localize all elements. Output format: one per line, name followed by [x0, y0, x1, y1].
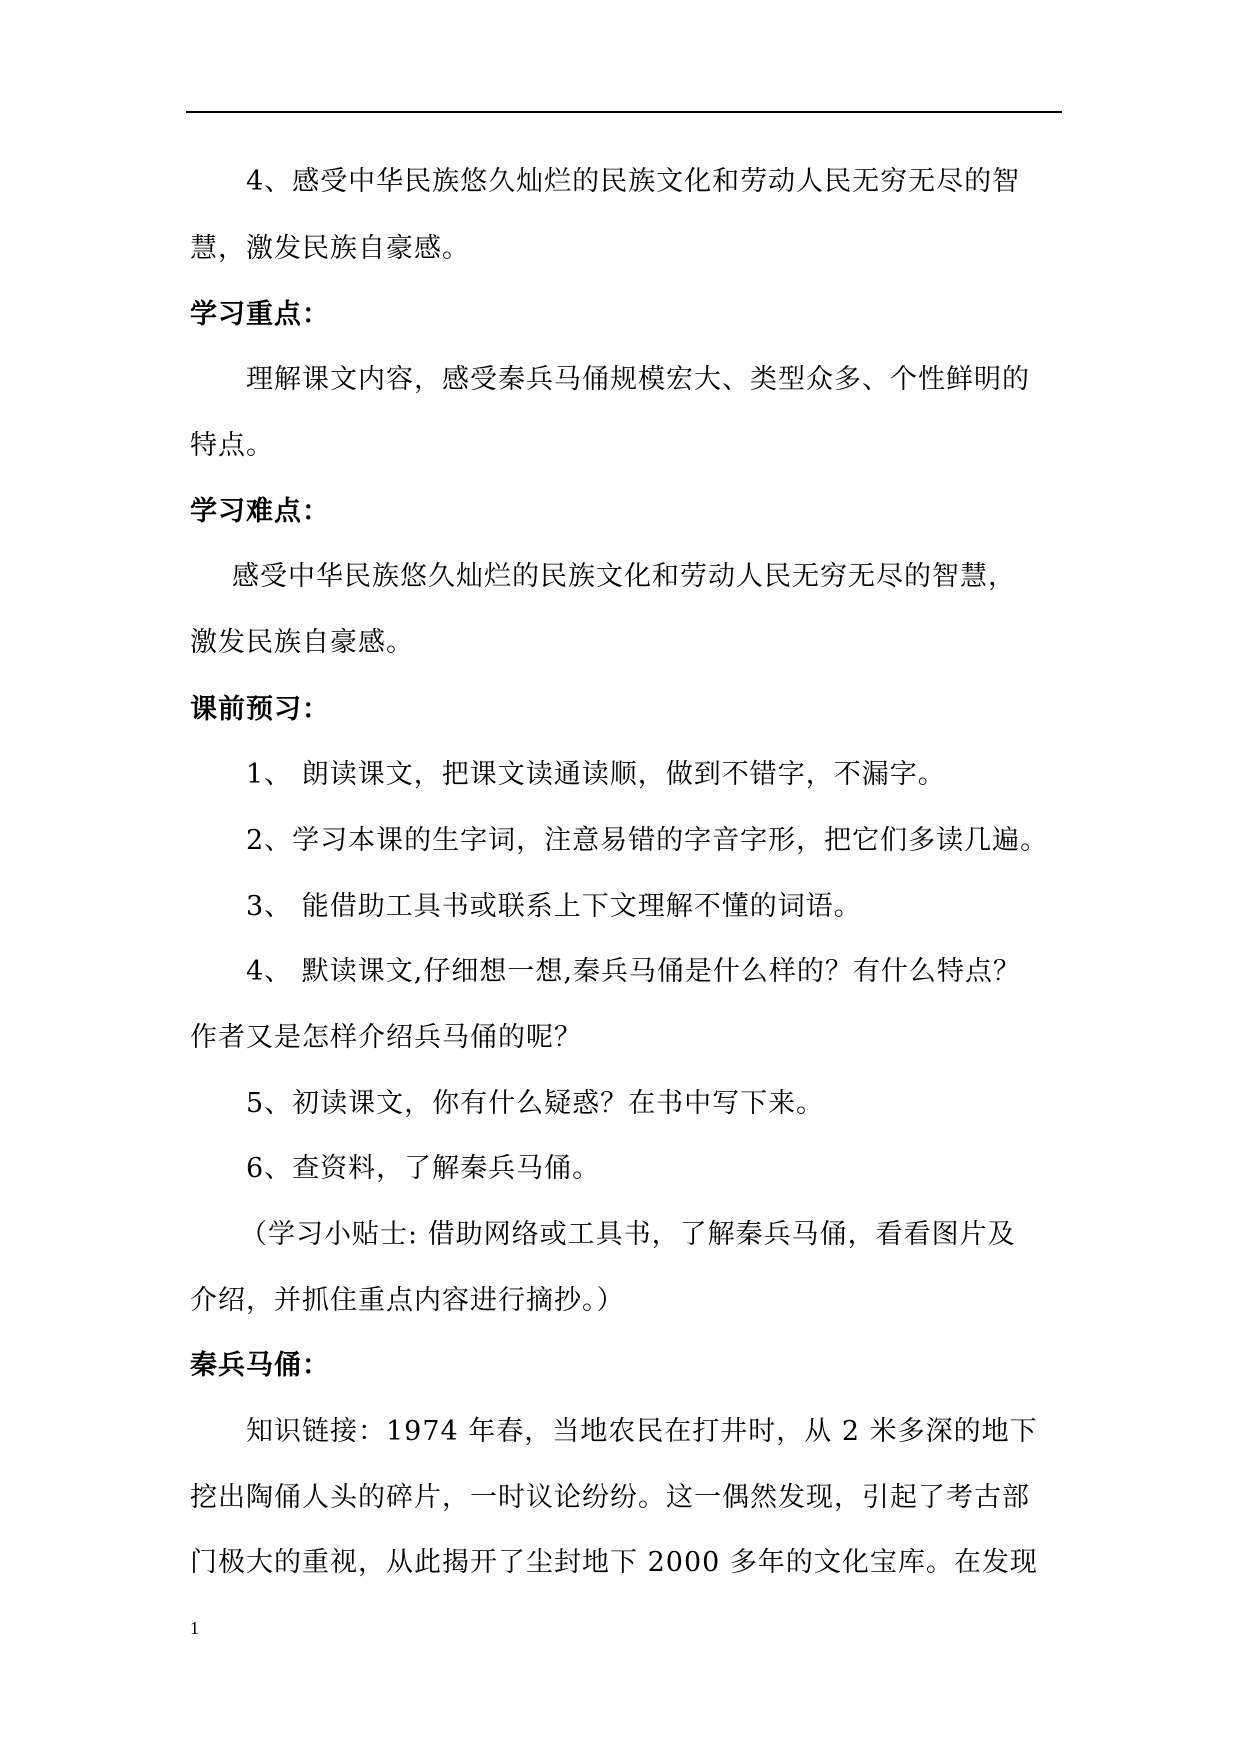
key-points-line-2: 特点。 [190, 430, 274, 461]
objective-4-line-1: 4、感受中华民族悠久灿烂的民族文化和劳动人民无穷无尽的智 [246, 166, 1021, 197]
preview-item-6: 6、查资料，了解秦兵马俑。 [246, 1153, 601, 1184]
preview-item-4-line-1: 4、 默读课文,仔细想一想,秦兵马俑是什么样的？有什么特点？ [246, 956, 1021, 987]
difficulties-line-1: 感受中华民族悠久灿烂的民族文化和劳动人民无穷无尽的智慧， [232, 561, 1016, 592]
difficulties-line-2: 激发民族自豪感。 [190, 627, 414, 658]
terracotta-line-1: 知识链接：1974 年春，当地农民在打井时，从 2 米多深的地下 [246, 1416, 1038, 1447]
difficulties-heading: 学习难点： [190, 496, 330, 527]
preview-heading: 课前预习： [190, 694, 330, 725]
terracotta-heading: 秦兵马俑： [190, 1350, 330, 1381]
key-points-heading: 学习重点： [190, 299, 330, 330]
preview-item-1: 1、 朗读课文，把课文读通读顺，做到不错字，不漏字。 [246, 759, 946, 790]
objective-4-line-2: 慧，激发民族自豪感。 [190, 233, 470, 264]
header-rule [186, 111, 1062, 113]
preview-item-5: 5、初读课文，你有什么疑惑？在书中写下来。 [246, 1088, 825, 1119]
preview-item-2: 2、学习本课的生字词，注意易错的字音字形，把它们多读几遍。 [246, 825, 1049, 856]
terracotta-line-3: 门极大的重视，从此揭开了尘封地下 2000 多年的文化宝库。在发现 [190, 1547, 1038, 1578]
page-number: 1 [190, 1618, 199, 1638]
preview-item-3: 3、 能借助工具书或联系上下文理解不懂的词语。 [246, 891, 862, 922]
preview-tip-line-2: 介绍，并抓住重点内容进行摘抄。） [190, 1285, 625, 1316]
preview-item-4-line-2: 作者又是怎样介绍兵马俑的呢？ [190, 1022, 582, 1053]
preview-tip-line-1: （学习小贴士: 借助网络或工具书，了解秦兵马俑，看看图片及 [240, 1219, 1016, 1250]
key-points-line-1: 理解课文内容，感受秦兵马俑规模宏大、类型众多、个性鲜明的 [246, 364, 1030, 395]
terracotta-line-2: 挖出陶俑人头的碎片，一时议论纷纷。这一偶然发现，引起了考古部 [190, 1482, 1030, 1513]
